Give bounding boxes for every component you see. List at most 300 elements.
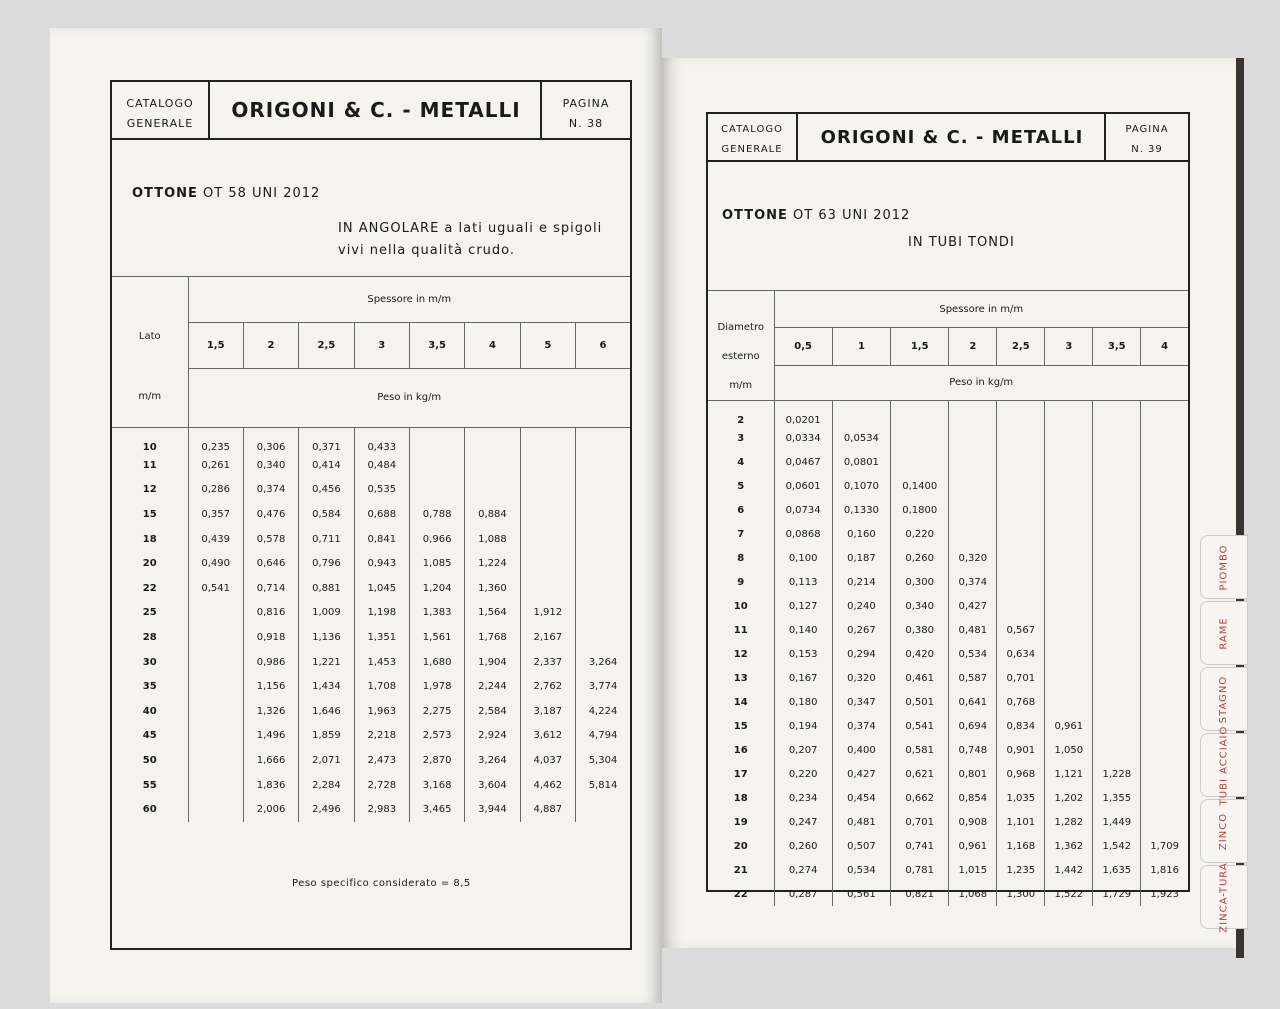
spessore-column-6: 4 bbox=[465, 322, 520, 368]
weight-cell: 0,0534 bbox=[832, 426, 890, 450]
weight-cell bbox=[409, 478, 464, 503]
weight-cell: 2,006 bbox=[243, 797, 298, 822]
weight-cell: 0,113 bbox=[774, 570, 832, 594]
weight-cell: 0,260 bbox=[891, 546, 949, 570]
row-label: 21 bbox=[733, 864, 748, 876]
description-line2: vivi nella qualità crudo. bbox=[338, 243, 516, 258]
weight-cell: 3,465 bbox=[409, 797, 464, 822]
table-row bbox=[112, 576, 630, 601]
row-label: 5 bbox=[737, 480, 745, 492]
weight-cell: 0,918 bbox=[243, 625, 298, 650]
weight-cell: 0,561 bbox=[832, 882, 890, 906]
weight-cell: 2,244 bbox=[465, 674, 520, 699]
weight-cell: 0,371 bbox=[299, 428, 354, 454]
weight-cell: 0,234 bbox=[774, 786, 832, 810]
weight-cell bbox=[1045, 570, 1093, 594]
spessore-column-4: 3 bbox=[354, 322, 409, 368]
weight-cell bbox=[576, 797, 630, 822]
spessore-header: Spessore in m/m bbox=[774, 291, 1188, 328]
row-label: 20 bbox=[733, 840, 748, 852]
weight-cell: 1,963 bbox=[354, 699, 409, 724]
weight-cell: 1,912 bbox=[520, 601, 575, 626]
weight-cell: 0,167 bbox=[774, 666, 832, 690]
description-line1: IN ANGOLARE a lati uguali e spigoli bbox=[338, 221, 603, 236]
weight-cell bbox=[1045, 690, 1093, 714]
index-tab-label: PIOMBO bbox=[1218, 543, 1230, 591]
row-label: 18 bbox=[733, 792, 748, 804]
weight-cell bbox=[891, 401, 949, 427]
weight-cell bbox=[1045, 498, 1093, 522]
catalogo-line1: CATALOGO bbox=[126, 97, 194, 110]
weight-cell: 0,788 bbox=[409, 502, 464, 527]
weight-cell: 0,235 bbox=[188, 428, 243, 454]
row-label: 35 bbox=[142, 681, 157, 693]
table-row bbox=[708, 426, 1188, 450]
weight-cell: 0,621 bbox=[891, 762, 949, 786]
weight-cell: 0,1400 bbox=[891, 474, 949, 498]
table-row bbox=[708, 474, 1188, 498]
weight-cell bbox=[1093, 474, 1141, 498]
spessore-column-7: 3,5 bbox=[1093, 328, 1141, 365]
weight-cell: 0,534 bbox=[832, 858, 890, 882]
weight-cell: 0,294 bbox=[832, 642, 890, 666]
row-label: 15 bbox=[733, 720, 748, 732]
table-row bbox=[112, 551, 630, 576]
row-label: 7 bbox=[737, 528, 745, 540]
weight-cell: 0,0601 bbox=[774, 474, 832, 498]
weight-cell: 0,966 bbox=[409, 527, 464, 552]
weight-cell: 0,481 bbox=[949, 618, 997, 642]
table-row bbox=[708, 498, 1188, 522]
weight-cell: 0,481 bbox=[832, 810, 890, 834]
weight-cell: 1,121 bbox=[1045, 762, 1093, 786]
weight-cell: 0,534 bbox=[949, 642, 997, 666]
left-material-title bbox=[132, 186, 320, 201]
index-tab-label: ZINCO bbox=[1218, 812, 1230, 850]
table-row bbox=[708, 546, 1188, 570]
weight-cell bbox=[1141, 401, 1188, 427]
weight-cell: 0,320 bbox=[949, 546, 997, 570]
diametro-column-header bbox=[708, 291, 774, 401]
weight-cell: 5,304 bbox=[576, 748, 630, 773]
weight-cell bbox=[1141, 786, 1188, 810]
weight-cell: 1,360 bbox=[465, 576, 520, 601]
row-label: 10 bbox=[733, 600, 748, 612]
weight-cell bbox=[1093, 738, 1141, 762]
esterno-label: esterno bbox=[721, 351, 760, 362]
weight-cell: 0,261 bbox=[188, 453, 243, 478]
weight-cell bbox=[520, 428, 575, 454]
row-label: 3 bbox=[737, 432, 745, 444]
weight-cell: 1,859 bbox=[299, 724, 354, 749]
pagina-label: PAGINA bbox=[1125, 124, 1169, 135]
weight-cell bbox=[1141, 570, 1188, 594]
left-description bbox=[338, 218, 602, 262]
weight-cell: 0,834 bbox=[997, 714, 1045, 738]
row-label: 19 bbox=[733, 816, 748, 828]
weight-cell: 1,136 bbox=[299, 625, 354, 650]
weight-cell: 0,427 bbox=[832, 762, 890, 786]
weight-cell: 0,694 bbox=[949, 714, 997, 738]
weight-cell bbox=[997, 570, 1045, 594]
spessore-column-2: 2 bbox=[243, 322, 298, 368]
left-page-frame bbox=[110, 80, 632, 950]
weight-cell: 0,961 bbox=[1045, 714, 1093, 738]
table-row bbox=[112, 699, 630, 724]
row-label: 15 bbox=[142, 508, 157, 520]
weight-cell: 1,224 bbox=[465, 551, 520, 576]
index-tab-3[interactable] bbox=[1200, 667, 1248, 731]
weight-cell: 0,286 bbox=[188, 478, 243, 503]
weight-cell: 1,816 bbox=[1141, 858, 1188, 882]
weight-cell bbox=[1093, 594, 1141, 618]
weight-cell bbox=[1141, 690, 1188, 714]
left-footer-note: Peso specifico considerato = 8,5 bbox=[292, 878, 471, 889]
weight-cell: 0,908 bbox=[949, 810, 997, 834]
lato-unit: m/m bbox=[138, 391, 162, 402]
weight-cell bbox=[997, 546, 1045, 570]
weight-cell: 0,816 bbox=[243, 601, 298, 626]
index-tab-label: TUBI ACCIAIO bbox=[1218, 725, 1230, 805]
weight-cell: 0,584 bbox=[299, 502, 354, 527]
weight-cell: 0,180 bbox=[774, 690, 832, 714]
weight-cell: 5,814 bbox=[576, 773, 630, 798]
weight-cell: 0,490 bbox=[188, 551, 243, 576]
weight-cell: 0,535 bbox=[354, 478, 409, 503]
index-tab-4[interactable] bbox=[1200, 725, 1248, 805]
weight-cell: 0,347 bbox=[832, 690, 890, 714]
table-row bbox=[112, 724, 630, 749]
weight-cell: 4,224 bbox=[576, 699, 630, 724]
index-tab-label: ZINCA-TURA bbox=[1218, 861, 1230, 933]
weight-cell: 1,729 bbox=[1093, 882, 1141, 906]
weight-cell: 0,220 bbox=[891, 522, 949, 546]
weight-cell: 1,442 bbox=[1045, 858, 1093, 882]
weight-cell bbox=[1141, 618, 1188, 642]
weight-cell: 1,198 bbox=[354, 601, 409, 626]
weight-cell: 1,088 bbox=[465, 527, 520, 552]
weight-cell bbox=[1093, 498, 1141, 522]
row-label: 13 bbox=[733, 672, 748, 684]
weight-cell: 1,235 bbox=[997, 858, 1045, 882]
weight-cell: 0,634 bbox=[997, 642, 1045, 666]
weight-cell: 4,887 bbox=[520, 797, 575, 822]
weight-cell: 0,641 bbox=[949, 690, 997, 714]
weight-cell bbox=[1093, 570, 1141, 594]
weight-cell: 3,264 bbox=[576, 650, 630, 675]
weight-cell bbox=[1141, 762, 1188, 786]
material-spec: OT 58 UNI 2012 bbox=[203, 186, 321, 201]
weight-cell bbox=[188, 724, 243, 749]
weight-cell: 0,768 bbox=[997, 690, 1045, 714]
table-row bbox=[112, 797, 630, 822]
weight-cell: 3,612 bbox=[520, 724, 575, 749]
weight-cell: 0,501 bbox=[891, 690, 949, 714]
right-material-title bbox=[722, 208, 910, 223]
index-tab-label: STAGNO bbox=[1218, 675, 1230, 723]
weight-cell bbox=[997, 426, 1045, 450]
row-label: 12 bbox=[733, 648, 748, 660]
weight-cell: 1,300 bbox=[997, 882, 1045, 906]
weight-cell: 0,0467 bbox=[774, 450, 832, 474]
left-page bbox=[50, 28, 662, 1003]
weight-cell: 0,306 bbox=[243, 428, 298, 454]
weight-cell: 0,374 bbox=[243, 478, 298, 503]
weight-cell bbox=[1045, 546, 1093, 570]
page-number-box bbox=[1104, 114, 1188, 160]
weight-cell: 0,0734 bbox=[774, 498, 832, 522]
weight-cell: 1,168 bbox=[997, 834, 1045, 858]
weight-cell bbox=[188, 625, 243, 650]
weight-cell: 0,433 bbox=[354, 428, 409, 454]
row-label: 11 bbox=[142, 459, 157, 471]
weight-cell: 0,484 bbox=[354, 453, 409, 478]
weight-cell: 1,542 bbox=[1093, 834, 1141, 858]
weight-cell: 1,221 bbox=[299, 650, 354, 675]
weight-cell: 0,881 bbox=[299, 576, 354, 601]
weight-cell: 0,701 bbox=[997, 666, 1045, 690]
weight-cell: 0,247 bbox=[774, 810, 832, 834]
catalogo-line2: GENERALE bbox=[126, 117, 194, 130]
weight-cell bbox=[1093, 426, 1141, 450]
weight-cell bbox=[949, 426, 997, 450]
spessore-column-1: 1,5 bbox=[188, 322, 243, 368]
index-tab-1[interactable] bbox=[1200, 535, 1248, 599]
brand-title: ORIGONI & C. - METALLI bbox=[231, 98, 521, 122]
weight-cell: 2,071 bbox=[299, 748, 354, 773]
table-row bbox=[708, 762, 1188, 786]
table-row bbox=[112, 478, 630, 503]
table-row bbox=[112, 650, 630, 675]
weight-cell bbox=[1141, 714, 1188, 738]
weight-cell: 2,728 bbox=[354, 773, 409, 798]
table-row bbox=[708, 882, 1188, 906]
diametro-unit: m/m bbox=[729, 380, 753, 391]
weight-cell bbox=[520, 527, 575, 552]
weight-cell bbox=[465, 428, 520, 454]
weight-cell: 1,522 bbox=[1045, 882, 1093, 906]
weight-cell: 0,741 bbox=[891, 834, 949, 858]
weight-cell bbox=[520, 576, 575, 601]
weight-cell: 0,796 bbox=[299, 551, 354, 576]
weight-cell: 0,821 bbox=[891, 882, 949, 906]
weight-cell bbox=[1045, 401, 1093, 427]
row-label: 22 bbox=[142, 582, 157, 594]
weight-cell: 1,904 bbox=[465, 650, 520, 675]
row-label: 14 bbox=[733, 696, 748, 708]
row-label: 22 bbox=[733, 888, 748, 900]
weight-cell bbox=[576, 527, 630, 552]
weight-cell bbox=[1141, 426, 1188, 450]
index-tab-2[interactable] bbox=[1200, 601, 1248, 665]
weight-cell bbox=[409, 428, 464, 454]
weight-cell: 1,680 bbox=[409, 650, 464, 675]
weight-cell: 0,427 bbox=[949, 594, 997, 618]
weight-cell bbox=[949, 474, 997, 498]
row-label: 12 bbox=[142, 484, 157, 496]
lato-column-header bbox=[112, 277, 188, 428]
left-weight-table bbox=[112, 276, 630, 822]
weight-cell: 3,187 bbox=[520, 699, 575, 724]
weight-cell: 0,100 bbox=[774, 546, 832, 570]
table-row bbox=[708, 522, 1188, 546]
weight-cell bbox=[1093, 522, 1141, 546]
weight-cell bbox=[576, 576, 630, 601]
weight-cell bbox=[188, 699, 243, 724]
weight-cell bbox=[576, 625, 630, 650]
material-name: OTTONE bbox=[132, 186, 198, 201]
weight-cell: 1,009 bbox=[299, 601, 354, 626]
material-name: OTTONE bbox=[722, 208, 788, 223]
weight-cell: 0,854 bbox=[949, 786, 997, 810]
page-number-box bbox=[540, 82, 630, 138]
spessore-column-8: 4 bbox=[1141, 328, 1188, 365]
weight-cell: 0,581 bbox=[891, 738, 949, 762]
weight-cell: 1,355 bbox=[1093, 786, 1141, 810]
weight-cell: 2,983 bbox=[354, 797, 409, 822]
weight-cell: 0,300 bbox=[891, 570, 949, 594]
weight-cell: 0,274 bbox=[774, 858, 832, 882]
row-label: 20 bbox=[142, 558, 157, 570]
weight-cell bbox=[997, 401, 1045, 427]
weight-cell: 1,383 bbox=[409, 601, 464, 626]
weight-cell bbox=[188, 674, 243, 699]
table-row bbox=[708, 570, 1188, 594]
material-spec: OT 63 UNI 2012 bbox=[793, 208, 911, 223]
spessore-column-3: 1,5 bbox=[891, 328, 949, 365]
weight-cell: 0,688 bbox=[354, 502, 409, 527]
weight-cell bbox=[188, 773, 243, 798]
catalogo-line1: CATALOGO bbox=[721, 124, 783, 135]
weight-cell: 0,714 bbox=[243, 576, 298, 601]
brand-title: ORIGONI & C. - METALLI bbox=[820, 126, 1084, 148]
weight-cell: 1,351 bbox=[354, 625, 409, 650]
weight-cell: 0,340 bbox=[243, 453, 298, 478]
weight-cell: 1,496 bbox=[243, 724, 298, 749]
weight-cell: 0,400 bbox=[832, 738, 890, 762]
spessore-column-5: 2,5 bbox=[997, 328, 1045, 365]
weight-cell: 0,587 bbox=[949, 666, 997, 690]
weight-cell bbox=[1141, 642, 1188, 666]
spessore-column-7: 5 bbox=[520, 322, 575, 368]
weight-cell: 0,943 bbox=[354, 551, 409, 576]
table-row bbox=[112, 527, 630, 552]
weight-cell: 1,564 bbox=[465, 601, 520, 626]
spessore-column-4: 2 bbox=[949, 328, 997, 365]
weight-cell bbox=[1093, 450, 1141, 474]
weight-cell bbox=[891, 426, 949, 450]
weight-cell bbox=[949, 522, 997, 546]
weight-cell: 2,218 bbox=[354, 724, 409, 749]
weight-cell: 0,0868 bbox=[774, 522, 832, 546]
page-number: N. 38 bbox=[568, 117, 604, 130]
weight-cell bbox=[1093, 690, 1141, 714]
weight-cell: 0,340 bbox=[891, 594, 949, 618]
table-row bbox=[112, 748, 630, 773]
index-tab-5[interactable] bbox=[1200, 799, 1248, 863]
weight-cell bbox=[1045, 594, 1093, 618]
weight-cell bbox=[1141, 546, 1188, 570]
weight-cell: 0,901 bbox=[997, 738, 1045, 762]
spessore-column-6: 3 bbox=[1045, 328, 1093, 365]
weight-cell: 0,1330 bbox=[832, 498, 890, 522]
page-number: N. 39 bbox=[1131, 144, 1163, 155]
weight-cell: 0,541 bbox=[891, 714, 949, 738]
weight-cell bbox=[891, 450, 949, 474]
weight-cell: 0,456 bbox=[299, 478, 354, 503]
weight-cell bbox=[997, 522, 1045, 546]
weight-cell: 0,461 bbox=[891, 666, 949, 690]
weight-cell bbox=[1093, 546, 1141, 570]
right-header bbox=[708, 114, 1188, 162]
weight-cell bbox=[520, 502, 575, 527]
table-row bbox=[708, 834, 1188, 858]
weight-cell: 3,604 bbox=[465, 773, 520, 798]
weight-cell bbox=[465, 453, 520, 478]
weight-cell: 2,870 bbox=[409, 748, 464, 773]
spessore-column-1: 0,5 bbox=[774, 328, 832, 365]
weight-cell: 2,573 bbox=[409, 724, 464, 749]
weight-cell: 1,561 bbox=[409, 625, 464, 650]
weight-cell bbox=[1093, 642, 1141, 666]
index-tab-6[interactable] bbox=[1200, 861, 1248, 933]
weight-cell: 1,449 bbox=[1093, 810, 1141, 834]
weight-cell: 1,050 bbox=[1045, 738, 1093, 762]
weight-cell: 1,085 bbox=[409, 551, 464, 576]
weight-cell bbox=[576, 478, 630, 503]
spessore-column-2: 1 bbox=[832, 328, 890, 365]
weight-cell: 0,884 bbox=[465, 502, 520, 527]
weight-cell: 0,153 bbox=[774, 642, 832, 666]
weight-cell: 0,541 bbox=[188, 576, 243, 601]
weight-cell: 0,140 bbox=[774, 618, 832, 642]
weight-cell: 1,434 bbox=[299, 674, 354, 699]
weight-cell: 0,414 bbox=[299, 453, 354, 478]
weight-cell: 0,507 bbox=[832, 834, 890, 858]
left-header bbox=[112, 82, 630, 140]
weight-cell: 0,214 bbox=[832, 570, 890, 594]
table-row bbox=[112, 674, 630, 699]
weight-cell bbox=[1093, 714, 1141, 738]
weight-cell bbox=[1141, 594, 1188, 618]
weight-cell: 3,264 bbox=[465, 748, 520, 773]
weight-cell: 0,0334 bbox=[774, 426, 832, 450]
weight-cell: 3,774 bbox=[576, 674, 630, 699]
weight-cell bbox=[1045, 450, 1093, 474]
weight-cell bbox=[576, 502, 630, 527]
weight-cell bbox=[576, 551, 630, 576]
weight-cell: 0,260 bbox=[774, 834, 832, 858]
row-label: 16 bbox=[733, 744, 748, 756]
index-tabs bbox=[1200, 535, 1248, 931]
weight-cell: 0,194 bbox=[774, 714, 832, 738]
row-label: 11 bbox=[733, 624, 748, 636]
weight-cell bbox=[520, 551, 575, 576]
weight-cell: 1,035 bbox=[997, 786, 1045, 810]
row-label: 9 bbox=[737, 576, 745, 588]
diametro-label: Diametro bbox=[717, 322, 764, 333]
table-row bbox=[708, 858, 1188, 882]
weight-cell: 2,924 bbox=[465, 724, 520, 749]
weight-cell: 1,923 bbox=[1141, 882, 1188, 906]
row-label: 50 bbox=[142, 754, 157, 766]
weight-cell bbox=[1141, 474, 1188, 498]
weight-cell bbox=[1141, 666, 1188, 690]
weight-cell: 1,202 bbox=[1045, 786, 1093, 810]
weight-cell bbox=[576, 453, 630, 478]
table-row bbox=[708, 450, 1188, 474]
weight-cell: 0,701 bbox=[891, 810, 949, 834]
